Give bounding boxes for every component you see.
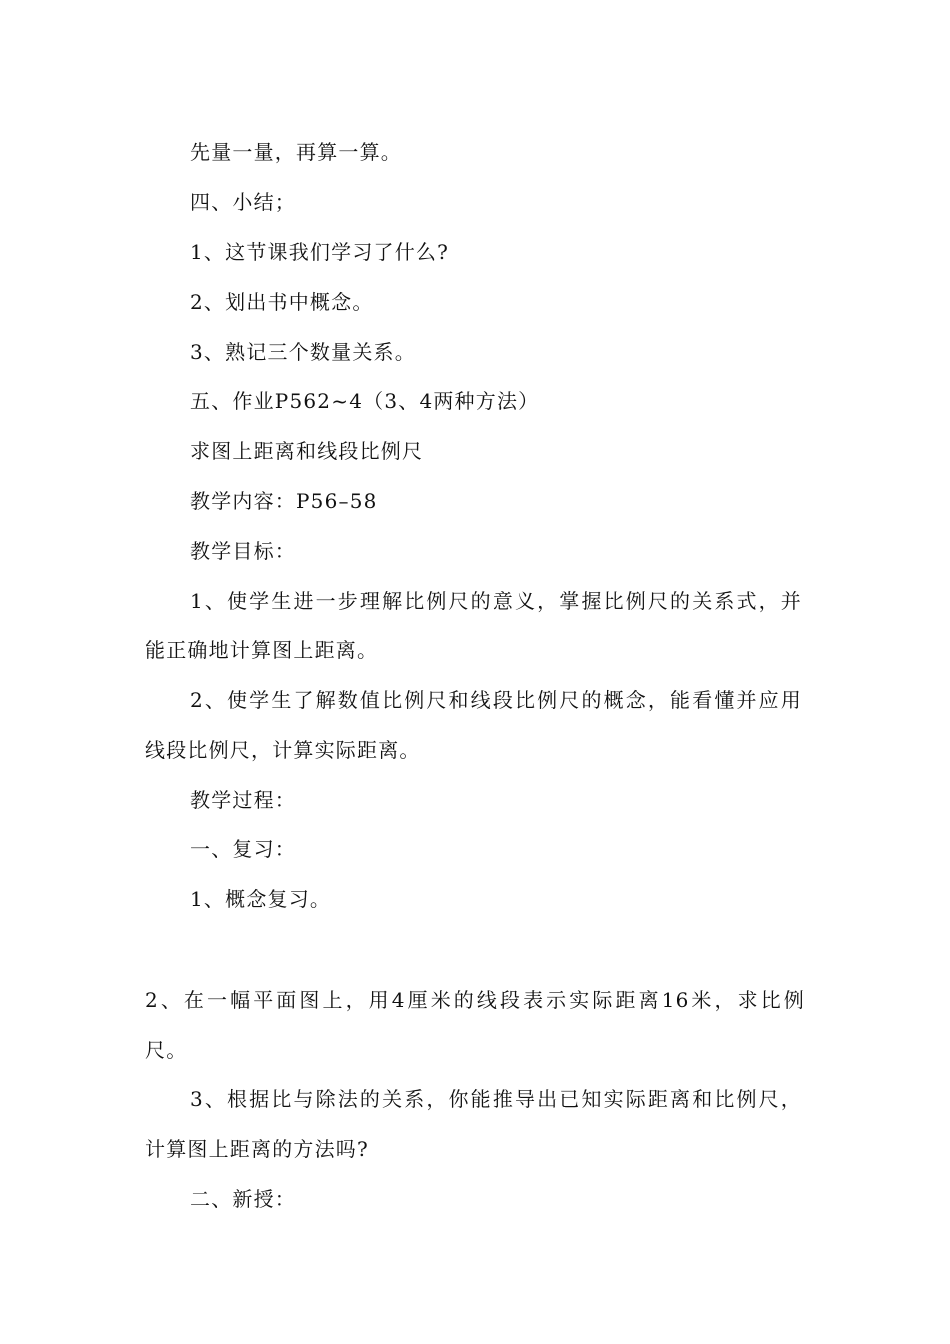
text-line: 3、根据比与除法的关系，你能推导出已知实际距离和比例尺， bbox=[190, 1087, 802, 1111]
section-heading-new-lesson: 二、新授： bbox=[190, 1187, 296, 1211]
text-line: 1、这节课我们学习了什么? bbox=[190, 240, 450, 264]
section-heading-process: 教学过程： bbox=[190, 788, 296, 812]
text-line: 2、划出书中概念。 bbox=[190, 290, 374, 314]
text-line: 3、熟记三个数量关系。 bbox=[190, 340, 416, 364]
section-heading-homework: 五、作业P562~4（3、4两种方法） bbox=[190, 389, 540, 413]
text-line: 教学内容：P56–58 bbox=[190, 489, 378, 513]
section-heading-summary: 四、小结； bbox=[190, 190, 296, 214]
text-line: 先量一量，再算一算。 bbox=[190, 140, 402, 164]
text-line: 1、使学生进一步理解比例尺的意义，掌握比例尺的关系式，并 bbox=[190, 589, 802, 613]
section-heading-review: 一、复习： bbox=[190, 837, 296, 861]
text-line: 1、概念复习。 bbox=[190, 887, 332, 911]
text-line: 尺。 bbox=[145, 1038, 188, 1062]
text-line: 计算图上距离的方法吗? bbox=[145, 1137, 369, 1161]
text-line: 线段比例尺，计算实际距离。 bbox=[145, 738, 421, 762]
text-line: 2、在一幅平面图上，用4厘米的线段表示实际距离16米，求比例 bbox=[145, 988, 805, 1012]
lesson-title: 求图上距离和线段比例尺 bbox=[190, 439, 424, 463]
section-heading-objectives: 教学目标： bbox=[190, 539, 296, 563]
text-line: 2、使学生了解数值比例尺和线段比例尺的概念，能看懂并应用 bbox=[190, 688, 802, 712]
text-line: 能正确地计算图上距离。 bbox=[145, 638, 379, 662]
